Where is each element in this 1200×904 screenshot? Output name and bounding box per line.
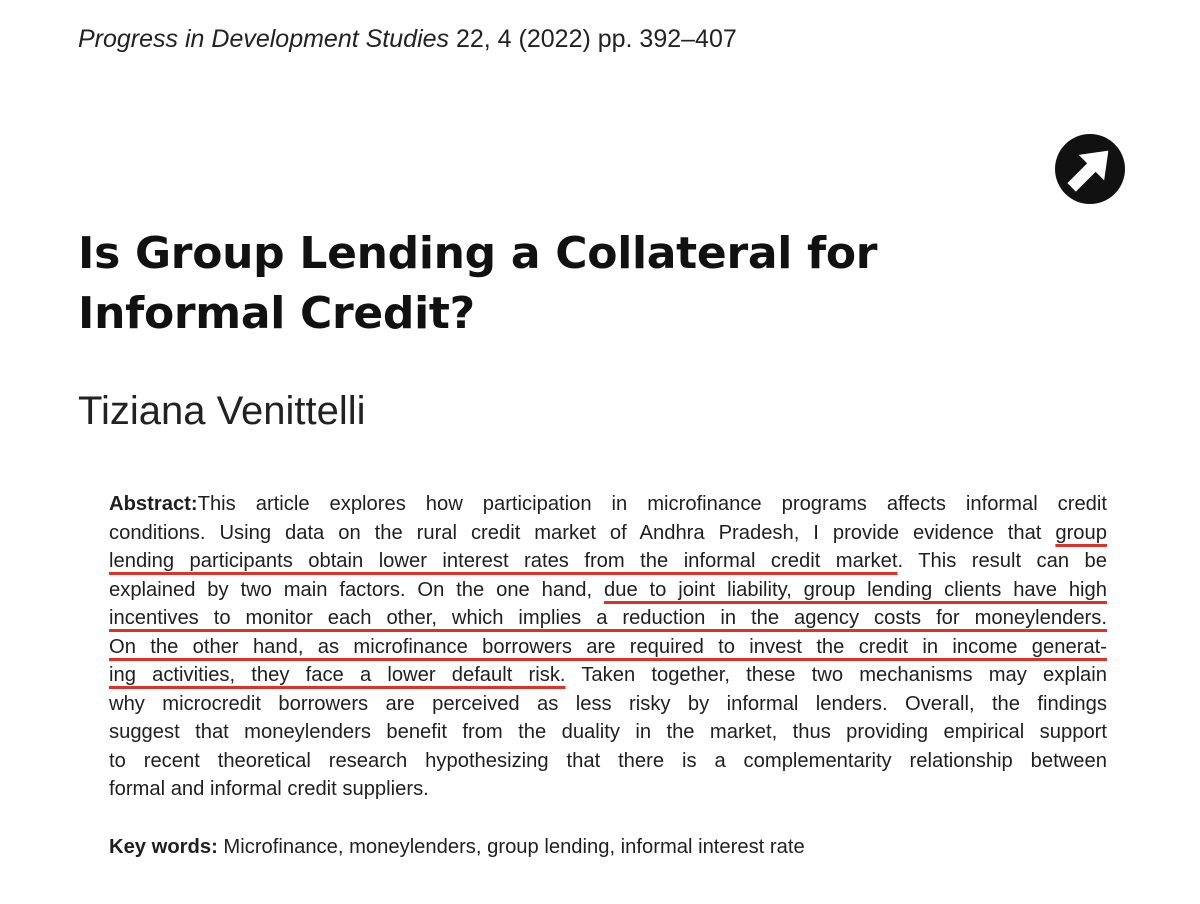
abstract-text: conditions. Using data on the rural credit market of Andhra Pradesh, I provide evidence that [109, 521, 1056, 544]
abstract [109, 490, 1107, 804]
abstract-text: . This result can be [897, 550, 1107, 572]
abstract-label: Abstract: [109, 493, 198, 515]
abstract-text: suggest that moneylenders benefit from the duality in the market, thus providing empirical support [109, 721, 1107, 743]
keywords [109, 833, 1107, 861]
abstract-line [109, 633, 1107, 662]
abstract-line [109, 576, 1107, 605]
abstract-text: why microcredit borrowers are perceived as less risky by informal lenders. Overall, the findings [109, 692, 1107, 715]
abstract-line [109, 747, 1107, 776]
abstract-text: formal and informal credit suppliers. [109, 778, 429, 800]
journal-name: Progress in Development Studies [78, 25, 450, 53]
abstract-line [109, 690, 1107, 719]
abstract-text: This article explores how participation in microfinance programs affects informal credit [197, 493, 1107, 515]
journal-volume-pages: 22, 4 (2022) pp. 392–407 [449, 25, 737, 53]
journal-citation [78, 22, 737, 56]
abstract-text: to recent theoretical research hypothesizing that there is a complementarity relationship between [109, 749, 1107, 772]
abstract-text: Taken together, these two mechanisms may explain [565, 664, 1107, 686]
abstract-text: explained by two main factors. On the one hand, [109, 578, 604, 601]
author-name: Tiziana Venittelli [78, 389, 366, 433]
abstract-line [109, 519, 1107, 548]
title-line-2: Informal Credit? [78, 288, 475, 339]
abstract-line [109, 718, 1107, 747]
highlighted-text: group [1055, 521, 1107, 544]
highlighted-text: ing activities, they face a lower default risk. [109, 664, 566, 686]
highlighted-text: lending participants obtain lower interest rates from the informal credit market [109, 550, 898, 572]
highlighted-text: due to joint liability, group lending clients have high [604, 578, 1107, 601]
abstract-line [109, 604, 1107, 633]
keywords-label: Key words: [109, 836, 218, 858]
abstract-line [109, 490, 1107, 519]
title-line-1: Is Group Lending a Collateral for [78, 228, 878, 279]
article-title [78, 224, 978, 344]
highlighted-text: On the other hand, as microfinance borrowers are required to invest the credit in income generat- [109, 635, 1107, 658]
keywords-text: Microfinance, moneylenders, group lending, informal interest rate [217, 836, 805, 858]
circle-arrow-up-right-icon [1054, 133, 1126, 205]
abstract-line [109, 547, 1107, 576]
abstract-line [109, 661, 1107, 690]
highlighted-text: incentives to monitor each other, which implies a reduction in the agency costs for moneylenders. [109, 607, 1107, 629]
abstract-line [109, 775, 1107, 804]
